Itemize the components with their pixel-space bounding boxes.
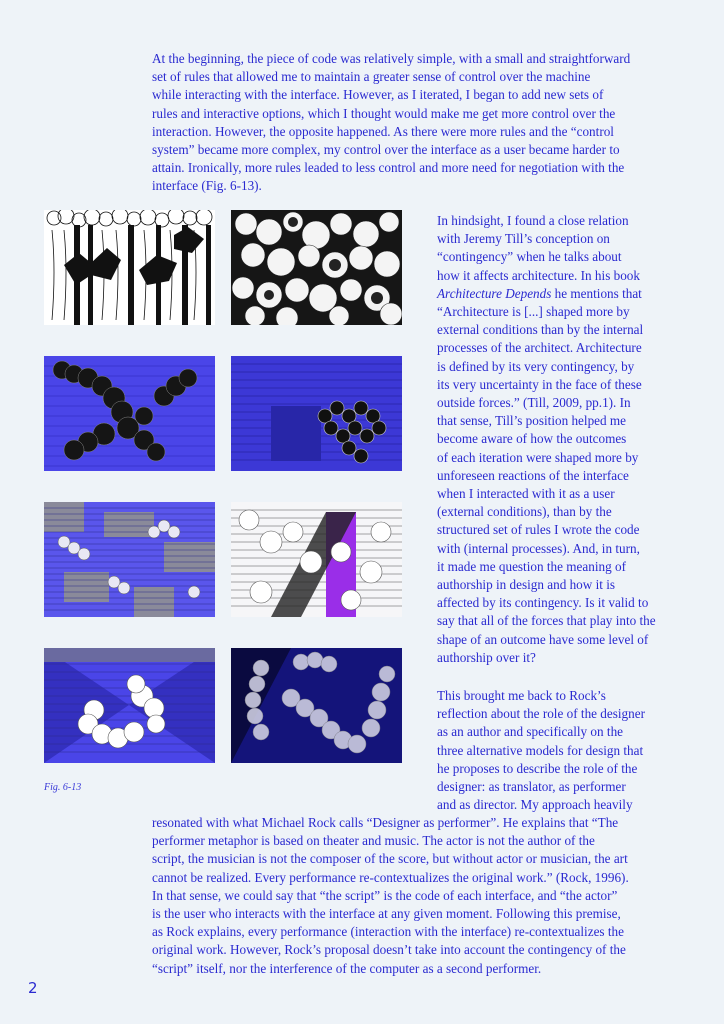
contingency-text-end: he mentions that “Architecture is [...] shaped more by external conditions than by the internal processes of the architect. Architecture is defined by its very contingency, by its very uncertainty in the face of these outside forces.” (Till, 2009, pp.1). In that sense, Till’s position helped me become aware of how the outcomes of each iteration were shaped more by unforeseen reactions of the interface when I interacted with it as a user (external conditions), than by the structured set of rules I wrote the code with (internal processes). And, in turn, it made me question the meaning of authorship in design and how it is affected by its contingency. Is it valid to say that all of the forces that play into the shape of an outcome have some level of authorship over it? <box>437 285 656 665</box>
figure-caption: Fig. 6-13 <box>44 782 82 793</box>
figure-7-blue-triangles <box>44 648 215 763</box>
figure-4-blue-grid-pattern <box>231 356 402 471</box>
figure-2-bw-circles <box>231 210 402 325</box>
book-title: Architecture Depends <box>437 285 552 301</box>
page-number: 2 <box>28 979 38 997</box>
figure-8-navy-spheres <box>231 648 402 763</box>
contingency-text-start: In hindsight, I found a close relation with Jeremy Till’s conception on “contingency” when he talks about how it affects architecture. In his book <box>437 213 640 283</box>
figure-6-white-purple <box>231 502 402 617</box>
contingency-paragraph <box>437 212 697 667</box>
figure-3-blue-black-shape <box>44 356 215 471</box>
figure-5-blue-grey-grid <box>44 502 215 617</box>
intro-paragraph: At the beginning, the piece of code was relatively simple, with a small and straightforward set of rules that allowed me to maintain a greater sense of control over the machine while interacting with the interface. However, as I iterated, I began to add new sets of rules and interactive options, which I thought would make me get more control over the interaction. However, the opposite happened. As there were more rules and the “control system” became more complex, my control over the interface as a user became harder to attain. Ironically, more rules leaded to less control and more need for negotiation with the interface (Fig. 6-13). <box>152 51 631 194</box>
figure-1-bw-columns <box>44 210 215 325</box>
rock-paragraph: This brought me back to Rock’s reflection about the role of the designer as an author and specifically on the three alternative models for design that he proposes to describe the role of the designer: as translator, as performer and as director. My approach heavily <box>437 688 645 813</box>
performer-paragraph: resonated with what Michael Rock calls “Designer as performer”. He explains that “The performer metaphor is based on theater and music. The actor is not the author of the script, the musician is not the composer of the score, but without actor or musician, the art cannot be realized. Every performance re-contextualizes the original work.” (Rock, 1996). In that sense, we could say that “the script” is the code of each interface, and “the actor” is the user who interacts with the interface at any given moment. Following this premise, as Rock explains, every performance (interaction with the interface) re-contextualizes the original work. However, Rock’s proposal doesn’t take into account the contingency of the “script” itself, nor the interference of the computer as a second performer. <box>152 815 629 976</box>
